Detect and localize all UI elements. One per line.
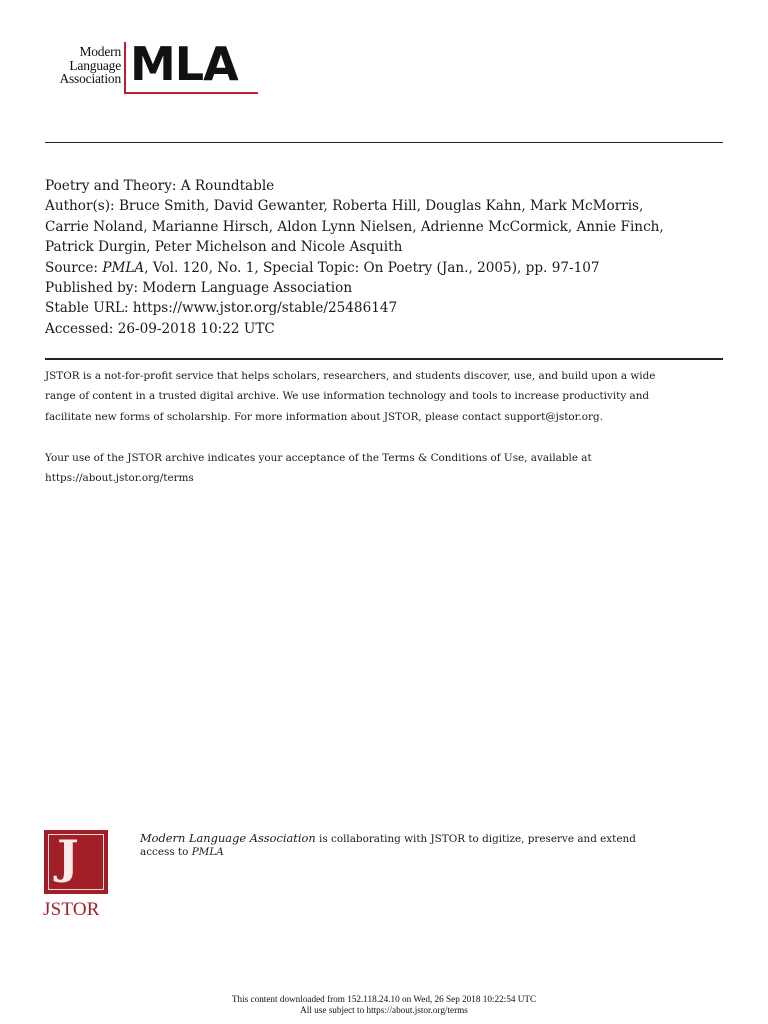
article-authors-2: Carrie Noland, Marianne Hirsch, Aldon Lynn Nielsen, Adrienne McCormick, Annie Finch, (45, 218, 664, 235)
collab-publisher: Modern Language Association (140, 831, 316, 845)
collab-line-1 (140, 832, 700, 846)
terms-link[interactable]: https://about.jstor.org/terms (45, 472, 194, 485)
article-stable-url[interactable]: Stable URL: https://www.jstor.org/stable/25486147 (45, 300, 398, 317)
notice-line: range of content in a trusted digital archive. We use information technology and tools to increase productivity and (45, 390, 650, 403)
collab-prefix: access to (140, 846, 192, 858)
divider-middle (45, 358, 723, 360)
mla-logo (44, 37, 260, 96)
article-authors-1: Author(s): Bruce Smith, David Gewanter, Roberta Hill, Douglas Kahn, Mark McMorris, (45, 198, 644, 215)
logo-line-association: Association (59, 71, 121, 86)
source-journal: PMLA (102, 259, 145, 276)
logo-line-modern: Modern (79, 44, 121, 59)
notice-line: JSTOR is a not-for-profit service that helps scholars, researchers, and students discover, use, and build upon a wide (45, 370, 656, 382)
divider-top (45, 142, 723, 143)
seal-letter: J (57, 830, 79, 884)
mla-logo-text (44, 45, 121, 86)
footer-line-1: This content downloaded from 152.118.24.10 on Wed, 26 Sep 2018 10:22:54 UTC (231, 994, 537, 1004)
notice-line: facilitate new forms of scholarship. For more information about JSTOR, please contact support@jstor.org. (45, 410, 603, 423)
jstor-seal-icon (44, 830, 108, 894)
article-publisher: Published by: Modern Language Association (45, 280, 353, 297)
logo-horizontal-rule (124, 92, 258, 94)
collaboration-statement (140, 832, 700, 859)
terms-notice (45, 448, 735, 489)
jstor-logo (44, 830, 108, 922)
source-prefix: Source: (45, 259, 103, 276)
download-footer (0, 994, 768, 1016)
article-title: Poetry and Theory: A Roundtable (45, 178, 275, 194)
collab-line-2 (140, 846, 700, 859)
article-accessed: Accessed: 26-09-2018 10:22 UTC (45, 320, 275, 337)
jstor-wordmark: JSTOR (43, 899, 100, 920)
source-details: , Vol. 120, No. 1, Special Topic: On Poetry (Jan., 2005), pp. 97-107 (144, 259, 600, 276)
logo-acronym: MLA (130, 37, 238, 91)
collab-text: is collaborating with JSTOR to digitize, preserve and extend (315, 833, 636, 845)
article-authors-3: Patrick Durgin, Peter Michelson and Nicole Asquith (45, 239, 403, 256)
article-metadata (45, 176, 735, 339)
article-source (45, 258, 735, 278)
logo-vertical-rule (124, 42, 126, 94)
logo-line-language: Language (69, 57, 121, 73)
notice-line: Your use of the JSTOR archive indicates your acceptance of the Terms & Conditions of Use, available at (45, 452, 592, 464)
collab-journal: PMLA (191, 846, 224, 858)
footer-line-2: All use subject to https://about.jstor.org/terms (300, 1005, 468, 1015)
jstor-notice (45, 366, 735, 427)
